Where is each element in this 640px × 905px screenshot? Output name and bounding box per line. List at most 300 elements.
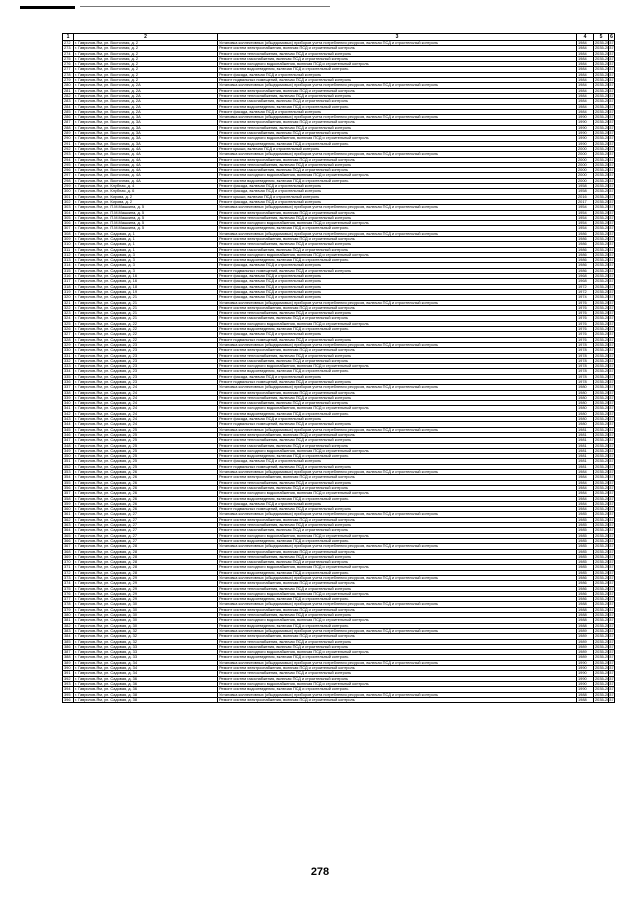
row-period: 2035-2037 xyxy=(595,553,614,559)
row-work-type: Ремонт фасада, включая ПСД и строительный контроль xyxy=(218,289,577,294)
row-work-type: Ремонт систем электроснабжения, включая ПСД и строительный контроль xyxy=(218,88,577,93)
row-year: 1968 xyxy=(577,279,594,284)
row-work-type: Ремонт систем водоотведения, включая ПСД и строительный контроль xyxy=(218,258,577,263)
row-work-type: Установка коллективных (общедомовых) приборов учета потребления ресурсов, включая ПСД и строительный контроль xyxy=(218,152,577,157)
row-number: 295 xyxy=(63,162,74,167)
row-number: 306 xyxy=(63,221,74,226)
row-address: г. Гаврилов-Ям, ул. Садовая, д. 36 xyxy=(74,681,218,686)
row-work-type: Ремонт систем водоотведения, включая ПСД и строительный контроль xyxy=(218,411,577,416)
row-address: г. Гаврилов-Ям, ул. Клубная, д. 4 xyxy=(74,184,218,189)
header-col-3: 3 xyxy=(218,34,577,41)
row-address: г. Гаврилов-Ям, ул. Садовая, д. 30 xyxy=(74,623,218,628)
row-year: 1986 xyxy=(577,247,594,252)
row-address: г. Гаврилов-Ям, ул. П.М.Машкина, д. 5 xyxy=(74,226,218,231)
row-work-type: Установка коллективных (общедомовых) приборов учета потребления ресурсов, включая ПСД и строительный контроль xyxy=(218,300,577,305)
row-work-type: Ремонт систем теплоснабжения, включая ПСД и строительный контроль xyxy=(218,215,577,220)
row-address: г. Гаврилов-Ям, ул. Садовая, д. 23 xyxy=(74,380,218,385)
row-address: г. Гаврилов-Ям, ул. Садовая, д. 28 xyxy=(74,570,218,575)
row-period: 2035-2037 xyxy=(595,177,614,183)
row-year: 1986 xyxy=(577,581,594,586)
row-period: 2035-2037 xyxy=(595,209,614,215)
document-table-container xyxy=(62,33,614,703)
row-period: 2035-2037 xyxy=(595,537,614,543)
row-work-type: Ремонт систем газоснабжения, включая ПСД и строительный контроль xyxy=(218,99,577,104)
row-number: 319 xyxy=(63,289,74,294)
row-address: г. Гаврилов-Ям, ул. Восточная, д. 4А xyxy=(74,168,218,173)
row-period: 2035-2037 xyxy=(595,458,614,464)
row-number: 277 xyxy=(63,67,74,72)
row-address: г. Гаврилов-Ям, ул. Садовая, д. 29 xyxy=(74,597,218,602)
row-number: 378 xyxy=(63,602,74,607)
row-year: 1981 xyxy=(577,427,594,432)
row-number: 368 xyxy=(63,549,74,554)
row-year: 1972 xyxy=(577,289,594,294)
row-period: 2035-2037 xyxy=(595,654,614,660)
row-period: 2035-2037 xyxy=(595,426,614,432)
row-year: 1976 xyxy=(577,316,594,321)
row-work-type: Ремонт систем электроснабжения, включая ПСД и строительный контроль xyxy=(218,549,577,554)
row-period: 2035-2037 xyxy=(595,172,614,178)
row-period: 2035-2037 xyxy=(595,341,614,347)
row-address: г. Гаврилов-Ям, ул. Восточная, д. 2А xyxy=(74,88,218,93)
row-address: г. Гаврилов-Ям, ул. Садовая, д. 3 xyxy=(74,263,218,268)
row-work-type: Ремонт систем электроснабжения, включая ПСД и строительный контроль xyxy=(218,157,577,162)
row-year: 1990 xyxy=(577,125,594,130)
row-work-type: Ремонт систем электроснабжения, включая ПСД и строительный контроль xyxy=(218,348,577,353)
row-address: г. Гаврилов-Ям, ул. Садовая, д. 29 xyxy=(74,581,218,586)
row-work-type: Ремонт фасада, включая ПСД и строительный контроль xyxy=(218,332,577,337)
row-year: 1990 xyxy=(577,660,594,665)
row-year: 1981 xyxy=(577,432,594,437)
row-period: 2035-2037 xyxy=(595,633,614,639)
row-period: 2035-2037 xyxy=(595,659,614,665)
row-year: 1984 xyxy=(577,41,594,46)
row-year: 1976 xyxy=(577,300,594,305)
row-period: 2035-2037 xyxy=(595,527,614,533)
row-number: 379 xyxy=(63,607,74,612)
row-year: 1976 xyxy=(577,321,594,326)
row-number: 317 xyxy=(63,279,74,284)
row-number: 364 xyxy=(63,528,74,533)
row-address: г. Гаврилов-Ям, ул. Садовая, д. 28 xyxy=(74,565,218,570)
row-period: 2035-2037 xyxy=(595,559,614,565)
row-address: г. Гаврилов-Ям, ул. Садовая, д. 36 xyxy=(74,687,218,692)
row-number: 282 xyxy=(63,93,74,98)
row-period: 2035-2037 xyxy=(595,373,614,379)
row-address: г. Гаврилов-Ям, ул. Садовая, д. 34 xyxy=(74,671,218,676)
row-year: 1985 xyxy=(577,544,594,549)
row-period: 2035-2037 xyxy=(595,680,614,686)
row-period: 2035-2037 xyxy=(595,469,614,475)
row-period: 2035-2037 xyxy=(595,696,614,702)
row-period: 2035-2037 xyxy=(595,98,614,104)
row-period: 2035-2037 xyxy=(595,474,614,480)
row-address: г. Гаврилов-Ям, ул. Восточная, д. 3А xyxy=(74,136,218,141)
row-year: 1989 xyxy=(577,628,594,633)
row-period: 2035-2037 xyxy=(595,379,614,384)
row-work-type: Ремонт систем газоснабжения, включая ПСД и строительный контроль xyxy=(218,560,577,565)
row-year: 1984 xyxy=(577,507,594,512)
row-number: 285 xyxy=(63,109,74,114)
row-number: 356 xyxy=(63,485,74,490)
row-year: 2000 xyxy=(577,168,594,173)
row-number: 303 xyxy=(63,205,74,210)
row-number: 291 xyxy=(63,141,74,146)
row-address: г. Гаврилов-Ям, ул. Садовая, д. 1 xyxy=(74,247,218,252)
row-year: 1984 xyxy=(577,475,594,480)
row-number: 360 xyxy=(63,507,74,512)
row-work-type: Ремонт систем электроснабжения, включая ПСД и строительный контроль xyxy=(218,517,577,522)
row-address: г. Гаврилов-Ям, ул. Восточная, д. 2 xyxy=(74,46,218,51)
row-year: 1986 xyxy=(577,591,594,596)
row-year: 1984 xyxy=(577,78,594,83)
row-number: 321 xyxy=(63,300,74,305)
row-year: 1980 xyxy=(577,411,594,416)
row-number: 290 xyxy=(63,136,74,141)
row-period: 2035-2037 xyxy=(595,400,614,406)
row-year: 1986 xyxy=(577,236,594,241)
row-period: 2035-2037 xyxy=(595,50,614,56)
row-period: 2035-2037 xyxy=(595,627,614,633)
row-number: 392 xyxy=(63,676,74,681)
row-year: 1990 xyxy=(577,676,594,681)
row-address: г. Гаврилов-Ям, ул. Садовая, д. 29 xyxy=(74,591,218,596)
row-year: 1976 xyxy=(577,332,594,337)
row-work-type: Ремонт систем водоотведения, включая ПСД и строительный контроль xyxy=(218,597,577,602)
row-work-type: Ремонт систем водоотведения, включая ПСД и строительный контроль xyxy=(218,538,577,543)
row-period: 2035-2037 xyxy=(595,320,614,326)
row-year: 1978 xyxy=(577,348,594,353)
row-number: 385 xyxy=(63,639,74,644)
row-number: 301 xyxy=(63,194,74,199)
row-number: 380 xyxy=(63,613,74,618)
row-number: 318 xyxy=(63,284,74,289)
row-work-type: Установка коллективных (общедомовых) приборов учета потребления ресурсов, включая ПСД и строительный контроль xyxy=(218,231,577,236)
header-col-4: 4 xyxy=(577,34,594,41)
row-work-type: Ремонт фасада, включая ПСД и строительный контроль xyxy=(218,184,577,189)
row-number: 278 xyxy=(63,72,74,77)
row-number: 377 xyxy=(63,597,74,602)
row-year: 1954 xyxy=(577,215,594,220)
row-address: г. Гаврилов-Ям, ул. Садовая, д. 30 xyxy=(74,613,218,618)
row-work-type: Установка коллективных (общедомовых) приборов учета потребления ресурсов, включая ПСД и строительный контроль xyxy=(218,628,577,633)
row-address: г. Гаврилов-Ям, ул. Садовая, д. 3 xyxy=(74,258,218,263)
row-year: 1986 xyxy=(577,258,594,263)
row-year: 1980 xyxy=(577,417,594,422)
row-period: 2035-2037 xyxy=(595,421,614,427)
row-year: 1989 xyxy=(577,655,594,660)
row-address: г. Гаврилов-Ям, ул. Садовая, д. 16 xyxy=(74,274,218,279)
row-work-type: Установка коллективных (общедомовых) приборов учета потребления ресурсов, включая ПСД и строительный контроль xyxy=(218,385,577,390)
row-year: 1974 xyxy=(577,295,594,300)
header-col-1: 1 xyxy=(63,34,74,41)
row-address: г. Гаврилов-Ям, ул. Садовая, д. 24 xyxy=(74,385,218,390)
row-address: г. Гаврилов-Ям, ул. Садовая, д. 26 xyxy=(74,485,218,490)
row-number: 324 xyxy=(63,316,74,321)
row-period: 2035-2037 xyxy=(595,331,614,337)
row-work-type: Ремонт фасада, включая ПСД и строительный контроль xyxy=(218,374,577,379)
row-year: 1981 xyxy=(577,459,594,464)
row-address: г. Гаврилов-Ям, ул. Садовая, д. 33 xyxy=(74,644,218,649)
row-period: 2035-2037 xyxy=(595,357,614,363)
row-number: 386 xyxy=(63,644,74,649)
row-year: 1976 xyxy=(577,337,594,342)
row-period: 2035-2037 xyxy=(595,336,614,342)
row-period: 2035-2037 xyxy=(595,257,614,263)
row-number: 384 xyxy=(63,634,74,639)
header-col-5: 5 xyxy=(594,34,609,41)
row-number: 302 xyxy=(63,199,74,204)
row-address: г. Гаврилов-Ям, ул. Садовая, д. 25 xyxy=(74,448,218,453)
row-year: 1984 xyxy=(577,88,594,93)
row-period: 2035-2037 xyxy=(595,135,614,141)
row-year: 2000 xyxy=(577,178,594,183)
row-period: 2035-2037 xyxy=(595,522,614,528)
row-work-type: Ремонт крыши, включая ПСД и строительный контроль xyxy=(218,194,577,199)
row-number: 333 xyxy=(63,364,74,369)
row-period: 2035-2037 xyxy=(595,71,614,77)
row-address: г. Гаврилов-Ям, ул. Садовая, д. 21 xyxy=(74,316,218,321)
row-address: г. Гаврилов-Ям, ул. Садовая, д. 21 xyxy=(74,311,218,316)
row-period: 2035-2037 xyxy=(595,617,614,623)
row-work-type: Ремонт систем газоснабжения, включая ПСД и строительный контроль xyxy=(218,485,577,490)
row-number: 331 xyxy=(63,353,74,358)
row-address: г. Гаврилов-Ям, ул. Садовая, д. 23 xyxy=(74,369,218,374)
row-year: 1988 xyxy=(577,602,594,607)
row-work-type: Ремонт фасада, включая ПСД и строительный контроль xyxy=(218,295,577,300)
row-work-type: Ремонт систем водоотведения, включая ПСД и строительный контроль xyxy=(218,369,577,374)
row-number: 357 xyxy=(63,491,74,496)
row-address: г. Гаврилов-Ям, ул. Восточная, д. 3А xyxy=(74,120,218,125)
header-col-6: 6 xyxy=(610,34,613,40)
row-period: 2035-2037 xyxy=(595,124,614,130)
row-period: 2035-2037 xyxy=(595,315,614,321)
row-period: 2035-2037 xyxy=(595,241,614,247)
row-work-type: Ремонт систем холодного водоснабжения, включая ПСД и строительный контроль xyxy=(218,364,577,369)
row-address: г. Гаврилов-Ям, ул. Садовая, д. 27 xyxy=(74,538,218,543)
row-address: г. Гаврилов-Ям, ул. Восточная, д. 2 xyxy=(74,51,218,56)
row-address: г. Гаврилов-Ям, ул. Садовая, д. 30 xyxy=(74,618,218,623)
row-period: 2035-2037 xyxy=(595,204,614,210)
row-work-type: Ремонт систем газоснабжения, включая ПСД и строительный контроль xyxy=(218,644,577,649)
row-number: 326 xyxy=(63,327,74,332)
row-number: 381 xyxy=(63,618,74,623)
row-period: 2035-2037 xyxy=(595,183,614,189)
row-number: 376 xyxy=(63,591,74,596)
row-address: г. Гаврилов-Ям, ул. Восточная, д. 2 xyxy=(74,67,218,72)
row-address: г. Гаврилов-Ям, ул. Восточная, д. 2А xyxy=(74,104,218,109)
row-period: 2035-2037 xyxy=(595,569,614,575)
row-work-type: Ремонт систем теплоснабжения, включая ПСД и строительный контроль xyxy=(218,51,577,56)
row-address: г. Гаврилов-Ям, ул. Садовая, д. 26 xyxy=(74,491,218,496)
row-address: г. Гаврилов-Ям, ул. Садовая, д. 21 xyxy=(74,295,218,300)
row-number: 336 xyxy=(63,380,74,385)
row-address: г. Гаврилов-Ям, ул. Садовая, д. 38 xyxy=(74,692,218,697)
row-address: г. Гаврилов-Ям, ул. Садовая, д. 24 xyxy=(74,395,218,400)
row-work-type: Ремонт систем теплоснабжения, включая ПСД и строительный контроль xyxy=(218,438,577,443)
row-number: 342 xyxy=(63,411,74,416)
row-address: г. Гаврилов-Ям, ул. Садовая, д. 21 xyxy=(74,300,218,305)
row-number: 287 xyxy=(63,120,74,125)
row-address: г. Гаврилов-Ям, ул. Садовая, д. 26 xyxy=(74,480,218,485)
row-period: 2035-2037 xyxy=(595,108,614,114)
row-work-type: Ремонт систем теплоснабжения, включая ПСД и строительный контроль xyxy=(218,125,577,130)
row-period: 2035-2037 xyxy=(595,114,614,120)
row-year: 1954 xyxy=(577,226,594,231)
row-number: 382 xyxy=(63,623,74,628)
row-number: 393 xyxy=(63,681,74,686)
row-year: 1954 xyxy=(577,210,594,215)
row-work-type: Ремонт систем водоотведения, включая ПСД и строительный контроль xyxy=(218,496,577,501)
row-period: 2035-2037 xyxy=(595,151,614,157)
row-address: г. Гаврилов-Ям, ул. Садовая, д. 28 xyxy=(74,549,218,554)
row-period: 2035-2037 xyxy=(595,267,614,273)
row-number: 334 xyxy=(63,369,74,374)
row-number: 274 xyxy=(63,51,74,56)
row-number: 288 xyxy=(63,125,74,130)
row-year: 1958 xyxy=(577,184,594,189)
row-period: 2035-2037 xyxy=(595,161,614,167)
row-year: 1954 xyxy=(577,205,594,210)
row-work-type: Ремонт систем холодного водоснабжения, включая ПСД и строительный контроль xyxy=(218,681,577,686)
row-number: 322 xyxy=(63,305,74,310)
row-address: г. Гаврилов-Ям, ул. Садовая, д. 24 xyxy=(74,417,218,422)
row-work-type: Ремонт фасада, включая ПСД и строительный контроль xyxy=(218,417,577,422)
row-address: г. Гаврилов-Ям, ул. Садовая, д. 26 xyxy=(74,501,218,506)
row-work-type: Ремонт систем электроснабжения, включая ПСД и строительный контроль xyxy=(218,210,577,215)
row-work-type: Ремонт систем холодного водоснабжения, включая ПСД и строительный контроль xyxy=(218,221,577,226)
row-number: 292 xyxy=(63,146,74,151)
row-year: 1978 xyxy=(577,374,594,379)
row-address: г. Гаврилов-Ям, ул. Садовая, д. 25 xyxy=(74,438,218,443)
row-address: г. Гаврилов-Ям, ул. Восточная, д. 2 xyxy=(74,78,218,83)
row-address: г. Гаврилов-Ям, ул. Садовая, д. 16 xyxy=(74,279,218,284)
row-work-type: Ремонт систем теплоснабжения, включая ПСД и строительный контроль xyxy=(218,554,577,559)
row-work-type: Ремонт систем холодного водоснабжения, включая ПСД и строительный контроль xyxy=(218,591,577,596)
row-address: г. Гаврилов-Ям, ул. Садовая, д. 27 xyxy=(74,523,218,528)
row-address: г. Гаврилов-Ям, ул. Садовая, д. 26 xyxy=(74,507,218,512)
row-number: 323 xyxy=(63,311,74,316)
row-address: г. Гаврилов-Ям, ул. Садовая, д. 23 xyxy=(74,353,218,358)
row-work-type: Ремонт систем водоотведения, включая ПСД и строительный контроль xyxy=(218,655,577,660)
row-number: 366 xyxy=(63,538,74,543)
row-period: 2035-2037 xyxy=(595,310,614,316)
row-period: 2035-2037 xyxy=(595,278,614,284)
row-work-type: Установка коллективных (общедомовых) приборов учета потребления ресурсов, включая ПСД и строительный контроль xyxy=(218,602,577,607)
row-number: 299 xyxy=(63,184,74,189)
row-number: 297 xyxy=(63,173,74,178)
row-address: г. Гаврилов-Ям, ул. Садовая, д. 34 xyxy=(74,660,218,665)
row-year: 2000 xyxy=(577,162,594,167)
row-address: г. Гаврилов-Ям, ул. Садовая, д. 3 xyxy=(74,268,218,273)
row-period: 2035-2037 xyxy=(595,156,614,162)
row-work-type: Ремонт систем газоснабжения, включая ПСД и строительный контроль xyxy=(218,131,577,136)
row-work-type: Ремонт систем холодного водоснабжения, включая ПСД и строительный контроль xyxy=(218,252,577,257)
row-year: 1981 xyxy=(577,448,594,453)
row-number: 310 xyxy=(63,242,74,247)
row-address: г. Гаврилов-Ям, ул. Садовая, д. 28 xyxy=(74,560,218,565)
row-year: 1985 xyxy=(577,528,594,533)
row-year: 1984 xyxy=(577,109,594,114)
row-period: 2035-2037 xyxy=(595,230,614,236)
row-work-type: Ремонт подвальных помещений, включая ПСД и строительный контроль xyxy=(218,380,577,385)
row-number: 337 xyxy=(63,385,74,390)
row-work-type: Ремонт систем холодного водоснабжения, включая ПСД и строительный контроль xyxy=(218,533,577,538)
row-number: 390 xyxy=(63,666,74,671)
row-address: г. Гаврилов-Ям, ул. Садовая, д. 24 xyxy=(74,406,218,411)
row-year: 2016 xyxy=(577,194,594,199)
row-period: 2035-2037 xyxy=(595,130,614,136)
row-address: г. Гаврилов-Ям, ул. Восточная, д. 2А xyxy=(74,93,218,98)
row-year: 1990 xyxy=(577,666,594,671)
row-period: 2035-2037 xyxy=(595,405,614,411)
row-number: 395 xyxy=(63,692,74,697)
row-work-type: Ремонт систем газоснабжения, включая ПСД и строительный контроль xyxy=(218,676,577,681)
row-year: 1980 xyxy=(577,385,594,390)
row-number: 339 xyxy=(63,395,74,400)
row-year: 1989 xyxy=(577,644,594,649)
row-year: 1984 xyxy=(577,491,594,496)
row-year: 1985 xyxy=(577,523,594,528)
row-address: г. Гаврилов-Ям, ул. П.М.Машкина, д. 5 xyxy=(74,215,218,220)
row-year: 1980 xyxy=(577,422,594,427)
row-work-type: Установка коллективных (общедомовых) приборов учета потребления ресурсов, включая ПСД и строительный контроль xyxy=(218,660,577,665)
row-year: 2000 xyxy=(577,146,594,151)
row-number: 313 xyxy=(63,258,74,263)
row-number: 320 xyxy=(63,295,74,300)
row-period: 2035-2037 xyxy=(595,299,614,305)
row-work-type: Ремонт систем газоснабжения, включая ПСД и строительный контроль xyxy=(218,358,577,363)
row-address: г. Гаврилов-Ям, ул. Садовая, д. 24 xyxy=(74,390,218,395)
row-address: г. Гаврилов-Ям, ул. Садовая, д. 33 xyxy=(74,655,218,660)
row-address: г. Гаврилов-Ям, ул. Садовая, д. 36 xyxy=(74,676,218,681)
row-address: г. Гаврилов-Ям, ул. Восточная, д. 3А xyxy=(74,131,218,136)
row-address: г. Гаврилов-Ям, ул. Садовая, д. 27 xyxy=(74,528,218,533)
row-number: 345 xyxy=(63,427,74,432)
row-number: 351 xyxy=(63,459,74,464)
row-year: 1986 xyxy=(577,575,594,580)
row-work-type: Ремонт систем водоотведения, включая ПСД и строительный контроль xyxy=(218,104,577,109)
row-period: 2035-2037 xyxy=(595,304,614,310)
scan-top-mark xyxy=(20,6,75,9)
row-number: 312 xyxy=(63,252,74,257)
row-number: 387 xyxy=(63,650,74,655)
row-work-type: Ремонт систем теплоснабжения, включая ПСД и строительный контроль xyxy=(218,311,577,316)
row-work-type: Ремонт систем газоснабжения, включая ПСД и строительный контроль xyxy=(218,528,577,533)
row-period: 2035-2037 xyxy=(595,453,614,459)
row-period: 2035-2037 xyxy=(595,447,614,453)
row-work-type: Ремонт фасада, включая ПСД и строительный контроль xyxy=(218,279,577,284)
row-work-type: Ремонт систем теплоснабжения, включая ПСД и строительный контроль xyxy=(218,162,577,167)
row-address: г. Гаврилов-Ям, ул. Восточная, д. 4А xyxy=(74,146,218,151)
row-year: 1985 xyxy=(577,549,594,554)
row-period: 2035-2037 xyxy=(595,167,614,173)
row-year: 1985 xyxy=(577,533,594,538)
row-number: 327 xyxy=(63,332,74,337)
row-year: 1984 xyxy=(577,93,594,98)
row-year: 1981 xyxy=(577,464,594,469)
row-work-type: Ремонт систем холодного водоснабжения, включая ПСД и строительный контроль xyxy=(218,136,577,141)
row-work-type: Ремонт систем холодного водоснабжения, включая ПСД и строительный контроль xyxy=(218,618,577,623)
row-number: 296 xyxy=(63,168,74,173)
row-work-type: Ремонт систем газоснабжения, включая ПСД и строительный контроль xyxy=(218,56,577,61)
row-number: 308 xyxy=(63,231,74,236)
row-number: 349 xyxy=(63,448,74,453)
row-period: 2035-2037 xyxy=(595,103,614,109)
row-address: г. Гаврилов-Ям, ул. Садовая, д. 27 xyxy=(74,512,218,517)
row-period: 2035-2037 xyxy=(595,119,614,125)
row-number: 373 xyxy=(63,575,74,580)
